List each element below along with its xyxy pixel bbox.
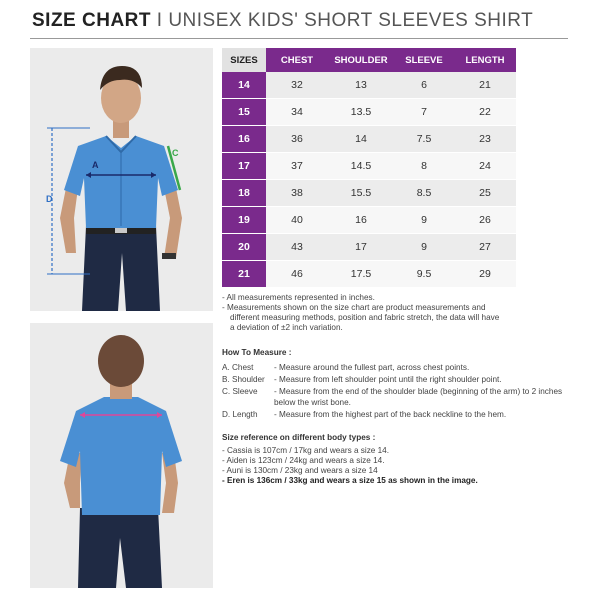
cell-length: 29 [454, 261, 516, 288]
how-to-heading: How To Measure : [222, 348, 292, 357]
cell-size: 17 [222, 153, 266, 180]
cell-shoulder: 15.5 [328, 180, 394, 207]
cell-shoulder: 13.5 [328, 99, 394, 126]
label-a: A [92, 160, 99, 170]
cell-sleeve: 6 [394, 72, 454, 99]
header-length: LENGTH [454, 48, 516, 72]
how-to-key: A. Chest [222, 363, 254, 372]
front-view-photo [30, 48, 213, 311]
how-to-text: - Measure from left shoulder point until the right shoulder point. [274, 375, 502, 384]
reference-heading: Size reference on different body types : [222, 433, 376, 442]
cell-chest: 37 [266, 153, 328, 180]
how-to-text: - Measure from the end of the shoulder blade (beginning of the arm) to 2 inches below the wrist bone. [274, 387, 563, 407]
cell-sleeve: 9 [394, 207, 454, 234]
cell-size: 19 [222, 207, 266, 234]
how-to-item [222, 362, 582, 373]
cell-length: 22 [454, 99, 516, 126]
cell-length: 27 [454, 234, 516, 261]
table-row [222, 261, 516, 288]
table-row [222, 72, 516, 99]
cell-shoulder: 17 [328, 234, 394, 261]
how-to-key: B. Shoulder [222, 375, 265, 384]
cell-length: 21 [454, 72, 516, 99]
size-table [222, 48, 516, 288]
page-title [32, 10, 533, 32]
header-sleeve: SLEEVE [394, 48, 454, 72]
cell-chest: 38 [266, 180, 328, 207]
header-shoulder: SHOULDER [328, 48, 394, 72]
table-row [222, 180, 516, 207]
cell-size: 18 [222, 180, 266, 207]
cell-sleeve: 8.5 [394, 180, 454, 207]
title-rule [30, 38, 568, 39]
cell-sleeve: 7.5 [394, 126, 454, 153]
how-to-key: D. Length [222, 410, 258, 419]
table-row [222, 234, 516, 261]
cell-sleeve: 9 [394, 234, 454, 261]
table-row [222, 153, 516, 180]
table-row [222, 99, 516, 126]
how-to-key: C. Sleeve [222, 387, 258, 396]
table-row [222, 207, 516, 234]
back-view-photo [30, 323, 213, 588]
cell-sleeve: 7 [394, 99, 454, 126]
label-c: C [172, 148, 179, 158]
cell-length: 25 [454, 180, 516, 207]
label-d: D [46, 194, 53, 204]
cell-length: 23 [454, 126, 516, 153]
cell-chest: 36 [266, 126, 328, 153]
how-to-measure [222, 348, 582, 421]
cell-chest: 34 [266, 99, 328, 126]
title-subtitle: I UNISEX KIDS' SHORT SLEEVES SHIRT [156, 10, 534, 31]
cell-length: 26 [454, 207, 516, 234]
reference-line: - Cassia is 107cm / 17kg and wears a size 14. [222, 446, 390, 455]
title-bold: SIZE CHART [32, 10, 151, 31]
cell-chest: 43 [266, 234, 328, 261]
cell-shoulder: 13 [328, 72, 394, 99]
note-line: different measuring methods, position and fabric stretch, the data will have [230, 313, 500, 322]
cell-size: 20 [222, 234, 266, 261]
cell-length: 24 [454, 153, 516, 180]
cell-size: 15 [222, 99, 266, 126]
table-row [222, 126, 516, 153]
cell-shoulder: 14.5 [328, 153, 394, 180]
note-line: - All measurements represented in inches. [222, 293, 375, 302]
cell-sleeve: 8 [394, 153, 454, 180]
size-reference [222, 433, 582, 486]
cell-chest: 40 [266, 207, 328, 234]
header-sizes: SIZES [222, 48, 266, 72]
cell-chest: 46 [266, 261, 328, 288]
cell-shoulder: 17.5 [328, 261, 394, 288]
cell-shoulder: 16 [328, 207, 394, 234]
how-to-item [222, 409, 582, 420]
reference-line: - Eren is 136cm / 33kg and wears a size 15 as shown in the image. [222, 476, 478, 485]
cell-shoulder: 14 [328, 126, 394, 153]
cell-sleeve: 9.5 [394, 261, 454, 288]
how-to-text: - Measure from the highest part of the back neckline to the hem. [274, 410, 507, 419]
measurement-notes [222, 293, 572, 333]
note-line: a deviation of ±2 inch variation. [230, 323, 343, 332]
table-header-row [222, 48, 516, 72]
note-line: - Measurements shown on the size chart are product measurements and [222, 303, 486, 312]
how-to-item [222, 386, 582, 408]
cell-size: 16 [222, 126, 266, 153]
cell-chest: 32 [266, 72, 328, 99]
cell-size: 14 [222, 72, 266, 99]
how-to-item [222, 374, 582, 385]
reference-line: - Aiden is 123cm / 24kg and wears a size 14. [222, 456, 385, 465]
header-chest: CHEST [266, 48, 328, 72]
reference-line: - Auni is 130cm / 23kg and wears a size 14 [222, 466, 378, 475]
how-to-text: - Measure around the fullest part, across chest points. [274, 363, 470, 372]
cell-size: 21 [222, 261, 266, 288]
